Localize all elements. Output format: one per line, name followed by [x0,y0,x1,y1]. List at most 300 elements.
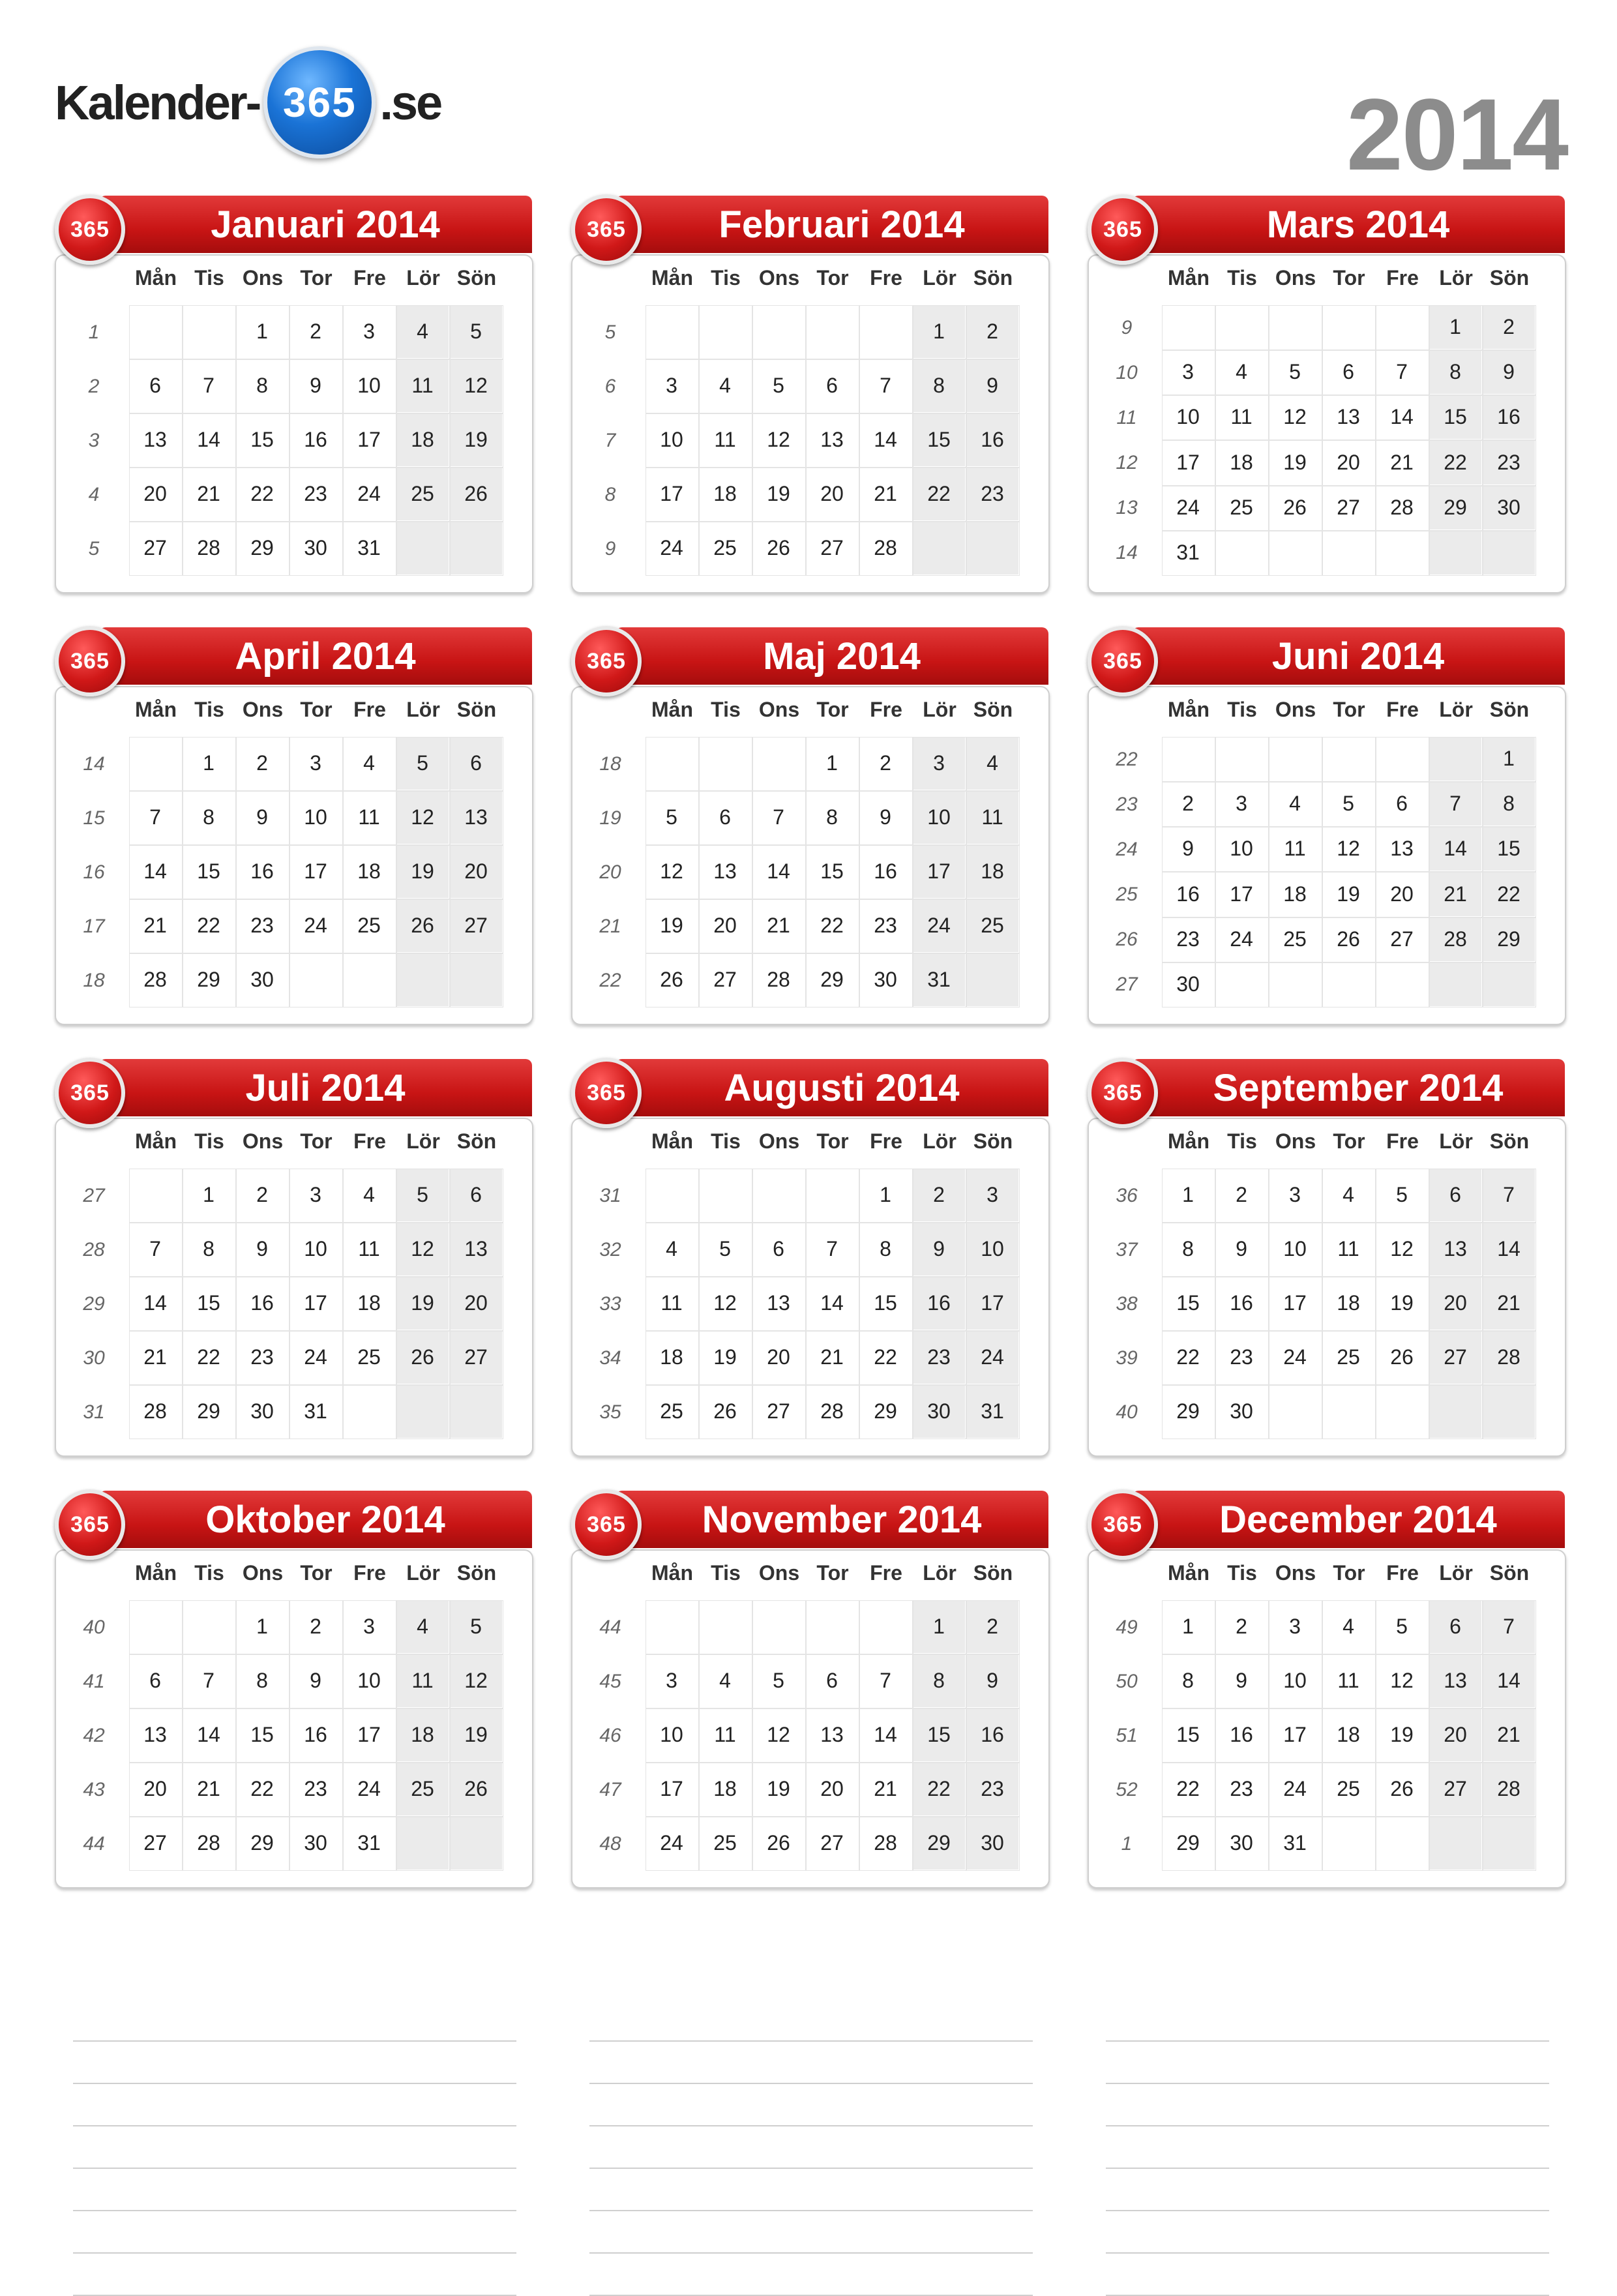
day-cell: 15 [913,1708,966,1763]
empty-cell [129,737,183,791]
month-card [1088,1059,1566,1458]
day-cell: 10 [645,413,699,468]
weekday-label: Lör [406,1561,440,1585]
day-cell: 5 [752,1654,806,1708]
day-cell: 16 [966,413,1020,468]
empty-cell [645,1169,699,1223]
empty-cell [752,305,806,359]
weekday-label: Fre [353,266,386,290]
day-cell: 6 [450,737,503,791]
day-cell: 6 [1429,1600,1483,1654]
weekday-label: Sön [1489,1129,1530,1153]
empty-cell [1322,1385,1376,1439]
day-cell: 14 [1483,1654,1536,1708]
week-number: 43 [83,1778,105,1800]
day-cell: 25 [1215,486,1269,531]
day-cell: 6 [1429,1169,1483,1223]
day-cell: 15 [236,413,289,468]
weekday-label: Ons [758,1129,800,1153]
day-cell: 19 [1322,872,1376,917]
day-cell: 17 [343,1708,396,1763]
day-cell: 22 [1429,440,1483,485]
weekday-header [645,698,1021,722]
day-cell: 25 [1322,1763,1376,1817]
day-cell: 10 [966,1223,1020,1277]
day-cell: 19 [645,899,699,953]
week-number: 10 [1116,361,1138,383]
week-number: 35 [599,1401,621,1423]
day-cell: 3 [1269,1600,1322,1654]
day-cell: 4 [1322,1169,1376,1223]
week-number: 47 [599,1778,621,1800]
empty-cell [1269,531,1322,576]
month-title: Januari 2014 [99,196,532,253]
day-cell: 9 [1162,827,1215,872]
day-cell: 20 [752,1331,806,1385]
day-cell: 15 [183,845,236,899]
day-cell: 27 [1376,917,1429,962]
day-cell: 23 [1483,440,1536,485]
day-cell: 19 [699,1331,752,1385]
day-cell: 24 [343,1763,396,1817]
day-cell: 13 [1376,827,1429,872]
empty-cell [450,1817,503,1871]
day-cell: 25 [645,1385,699,1439]
day-cell: 19 [396,1277,450,1331]
day-cell: 2 [236,737,289,791]
day-cell: 9 [236,1223,289,1277]
month-title: Juli 2014 [99,1059,532,1116]
day-cell: 11 [396,359,450,413]
day-cell: 9 [859,791,913,845]
week-number: 26 [1116,929,1138,951]
week-number: 13 [1116,497,1138,519]
weekday-label: Tor [300,1129,333,1153]
day-cell: 4 [966,737,1020,791]
day-cell: 8 [183,1223,236,1277]
weekday-label: Lör [1439,266,1473,290]
week-number: 30 [83,1347,105,1369]
day-cell: 8 [859,1223,913,1277]
month-title: April 2014 [99,627,532,685]
empty-cell [289,953,343,1007]
weekday-label: Tis [711,1561,741,1585]
day-cell: 27 [699,953,752,1007]
empty-cell [450,522,503,576]
day-cell: 8 [1162,1654,1215,1708]
day-grid [645,1600,1021,1871]
day-cell: 7 [183,359,236,413]
day-cell: 21 [129,899,183,953]
day-cell: 30 [966,1817,1020,1871]
empty-cell [1429,962,1483,1007]
week-numbers [591,1600,630,1871]
day-cell: 4 [343,1169,396,1223]
day-cell: 30 [289,522,343,576]
day-cell: 9 [289,1654,343,1708]
day-cell: 8 [913,1654,966,1708]
day-cell: 29 [1483,917,1536,962]
weekday-label: Tor [300,698,333,721]
weekday-label: Tor [1333,698,1365,721]
day-cell: 25 [966,899,1020,953]
week-number: 7 [604,429,616,451]
empty-cell [1483,1817,1536,1871]
month-badge: 365 [55,1058,125,1128]
day-cell: 12 [1269,395,1322,440]
month-card [1088,196,1566,595]
day-grid [1162,1169,1537,1439]
weekday-label: Lör [1439,1129,1473,1153]
day-cell: 25 [396,1763,450,1817]
day-cell: 13 [1429,1654,1483,1708]
day-cell: 27 [129,1817,183,1871]
day-cell: 19 [1376,1708,1429,1763]
day-cell: 30 [1483,486,1536,531]
day-cell: 23 [236,1331,289,1385]
day-cell: 8 [1429,350,1483,395]
empty-cell [1483,531,1536,576]
weekday-label: Ons [1275,698,1316,721]
day-cell: 2 [1215,1169,1269,1223]
month-card [571,196,1050,595]
weekday-header [1162,266,1537,290]
day-cell: 15 [913,413,966,468]
month-badge: 365 [1088,1489,1158,1560]
month-title: Augusti 2014 [616,1059,1048,1116]
day-cell: 23 [966,1763,1020,1817]
month-title: November 2014 [616,1491,1048,1548]
week-number: 18 [83,969,105,991]
day-cell: 18 [1322,1708,1376,1763]
day-cell: 18 [699,468,752,522]
day-cell: 20 [699,899,752,953]
day-cell: 26 [645,953,699,1007]
day-cell: 18 [1215,440,1269,485]
weekday-header [129,266,505,290]
day-cell: 30 [1215,1817,1269,1871]
empty-cell [1269,962,1322,1007]
day-cell: 28 [183,522,236,576]
day-cell: 26 [752,522,806,576]
day-cell: 5 [1376,1169,1429,1223]
day-cell: 12 [752,1708,806,1763]
weekday-label: Mån [135,1129,177,1153]
day-cell: 24 [343,468,396,522]
day-cell: 27 [1429,1763,1483,1817]
day-cell: 28 [859,522,913,576]
month-badge: 365 [571,1058,642,1128]
day-cell: 28 [859,1817,913,1871]
day-cell: 1 [806,737,859,791]
day-cell: 22 [1162,1763,1215,1817]
day-cell: 15 [183,1277,236,1331]
empty-cell [699,737,752,791]
empty-cell [806,305,859,359]
day-cell: 11 [966,791,1020,845]
day-cell: 22 [183,899,236,953]
month-badge: 365 [1088,626,1158,696]
day-cell: 28 [806,1385,859,1439]
day-cell: 4 [1269,782,1322,827]
day-cell: 20 [1429,1277,1483,1331]
week-number: 4 [88,483,100,505]
day-cell: 12 [752,413,806,468]
month-card [55,1059,533,1458]
day-cell: 9 [1215,1223,1269,1277]
day-cell: 10 [343,1654,396,1708]
day-cell: 16 [289,413,343,468]
day-cell: 29 [236,1817,289,1871]
week-number: 11 [1116,406,1137,428]
day-cell: 27 [450,899,503,953]
day-cell: 8 [1483,782,1536,827]
week-number: 31 [83,1401,105,1423]
day-cell: 1 [1483,737,1536,782]
empty-cell [1376,1385,1429,1439]
day-cell: 18 [343,1277,396,1331]
empty-cell [396,522,450,576]
day-cell: 21 [183,468,236,522]
day-cell: 20 [129,468,183,522]
week-number: 44 [599,1616,621,1638]
empty-cell [1376,737,1429,782]
day-cell: 14 [859,413,913,468]
weekday-label: Lör [406,266,440,290]
day-cell: 2 [236,1169,289,1223]
day-cell: 7 [1429,782,1483,827]
empty-cell [1215,531,1269,576]
weekday-label: Tis [1227,266,1257,290]
day-cell: 31 [966,1385,1020,1439]
day-cell: 27 [450,1331,503,1385]
day-cell: 14 [859,1708,913,1763]
day-cell: 2 [913,1169,966,1223]
empty-cell [1429,1817,1483,1871]
day-grid [129,737,505,1007]
empty-cell [1376,531,1429,576]
month-badge: 365 [571,626,642,696]
weekday-header [1162,1129,1537,1154]
day-grid [129,305,505,576]
weekday-label: Fre [870,266,902,290]
weekday-label: Tor [816,1561,849,1585]
day-cell: 25 [699,522,752,576]
day-cell: 29 [1162,1385,1215,1439]
weekday-label: Mån [1168,1129,1209,1153]
day-cell: 22 [859,1331,913,1385]
week-numbers [591,1169,630,1439]
empty-cell [1429,737,1483,782]
day-cell: 6 [450,1169,503,1223]
month-badge: 365 [55,1489,125,1560]
day-cell: 12 [699,1277,752,1331]
empty-cell [1322,1817,1376,1871]
day-cell: 14 [183,1708,236,1763]
weekday-label: Tis [1227,698,1257,721]
month-title: Februari 2014 [616,196,1048,253]
week-number: 34 [599,1347,621,1369]
weekday-label: Ons [758,1561,800,1585]
day-cell: 14 [752,845,806,899]
weekday-label: Tis [711,266,741,290]
day-cell: 25 [699,1817,752,1871]
week-number: 27 [83,1184,105,1206]
day-cell: 15 [1162,1277,1215,1331]
empty-cell [913,522,966,576]
weekday-label: Ons [242,266,284,290]
day-cell: 29 [913,1817,966,1871]
day-cell: 6 [806,1654,859,1708]
day-cell: 22 [913,1763,966,1817]
weekday-label: Sön [973,1129,1013,1153]
day-cell: 10 [913,791,966,845]
day-cell: 7 [806,1223,859,1277]
day-cell: 13 [699,845,752,899]
day-cell: 23 [289,1763,343,1817]
day-cell: 23 [859,899,913,953]
day-cell: 30 [236,1385,289,1439]
empty-cell [1215,962,1269,1007]
weekday-label: Lör [1439,698,1473,721]
empty-cell [183,305,236,359]
day-cell: 29 [806,953,859,1007]
day-cell: 17 [1269,1277,1322,1331]
day-cell: 24 [913,899,966,953]
logo-badge: 365 [263,46,376,158]
day-cell: 22 [236,468,289,522]
day-cell: 21 [1429,872,1483,917]
day-cell: 27 [806,1817,859,1871]
day-cell: 9 [1483,350,1536,395]
day-cell: 12 [645,845,699,899]
day-cell: 7 [1376,350,1429,395]
week-number: 37 [1116,1238,1138,1260]
day-cell: 17 [1162,440,1215,485]
day-cell: 5 [1269,350,1322,395]
day-cell: 14 [129,845,183,899]
week-number: 9 [1121,316,1133,338]
week-number: 5 [604,321,616,343]
empty-cell [699,1169,752,1223]
empty-cell [343,1385,396,1439]
month-card [1088,627,1566,1026]
day-cell: 6 [129,1654,183,1708]
weekday-header [1162,1561,1537,1585]
day-cell: 4 [1215,350,1269,395]
day-cell: 18 [396,413,450,468]
day-cell: 8 [913,359,966,413]
empty-cell [1162,737,1215,782]
month-title: December 2014 [1132,1491,1565,1548]
day-grid [1162,737,1537,1007]
month-badge: 365 [571,194,642,265]
day-cell: 1 [236,305,289,359]
day-grid [129,1169,505,1439]
empty-cell [806,1600,859,1654]
weekday-label: Tis [711,1129,741,1153]
day-cell: 1 [183,1169,236,1223]
day-cell: 13 [1429,1223,1483,1277]
weekday-label: Mån [651,1129,693,1153]
day-cell: 14 [1483,1223,1536,1277]
day-cell: 18 [645,1331,699,1385]
week-number: 51 [1116,1724,1138,1746]
day-cell: 21 [129,1331,183,1385]
week-number: 23 [1116,793,1138,815]
month-title: Maj 2014 [616,627,1048,685]
day-cell: 2 [966,1600,1020,1654]
month-card [1088,1491,1566,1890]
day-cell: 26 [450,1763,503,1817]
week-number: 38 [1116,1292,1138,1315]
empty-cell [752,737,806,791]
empty-cell [1376,1817,1429,1871]
day-cell: 3 [289,1169,343,1223]
day-cell: 8 [183,791,236,845]
day-cell: 19 [450,1708,503,1763]
empty-cell [752,1600,806,1654]
day-cell: 24 [289,899,343,953]
week-number: 16 [83,861,105,883]
day-cell: 1 [859,1169,913,1223]
week-number: 36 [1116,1184,1138,1206]
weekday-label: Sön [1489,698,1530,721]
day-cell: 4 [396,1600,450,1654]
day-cell: 17 [966,1277,1020,1331]
day-cell: 1 [913,305,966,359]
day-cell: 13 [752,1277,806,1331]
day-cell: 13 [450,791,503,845]
day-cell: 25 [396,468,450,522]
week-number: 33 [599,1292,621,1315]
day-cell: 2 [859,737,913,791]
notes-column-3 [1106,1999,1549,2296]
weekday-label: Lör [406,698,440,721]
day-cell: 11 [343,791,396,845]
day-cell: 21 [1376,440,1429,485]
week-number: 32 [599,1238,621,1260]
day-cell: 24 [645,522,699,576]
day-cell: 5 [752,359,806,413]
weekday-header [645,266,1021,290]
empty-cell [129,305,183,359]
empty-cell [1483,962,1536,1007]
day-cell: 10 [343,359,396,413]
day-cell: 16 [1215,1708,1269,1763]
day-cell: 28 [1483,1763,1536,1817]
day-cell: 19 [752,468,806,522]
day-cell: 5 [1322,782,1376,827]
day-cell: 8 [1162,1223,1215,1277]
day-cell: 10 [1269,1223,1322,1277]
week-number: 20 [599,861,621,883]
day-cell: 25 [343,1331,396,1385]
day-cell: 10 [1269,1654,1322,1708]
day-cell: 19 [752,1763,806,1817]
week-number: 5 [88,537,100,559]
week-numbers [74,1169,113,1439]
weekday-label: Fre [1386,1561,1419,1585]
day-cell: 3 [645,359,699,413]
day-grid [645,1169,1021,1439]
day-cell: 3 [289,737,343,791]
day-cell: 4 [396,305,450,359]
day-cell: 13 [129,1708,183,1763]
week-number: 25 [1116,884,1138,906]
weekday-label: Sön [456,698,497,721]
day-cell: 25 [1269,917,1322,962]
